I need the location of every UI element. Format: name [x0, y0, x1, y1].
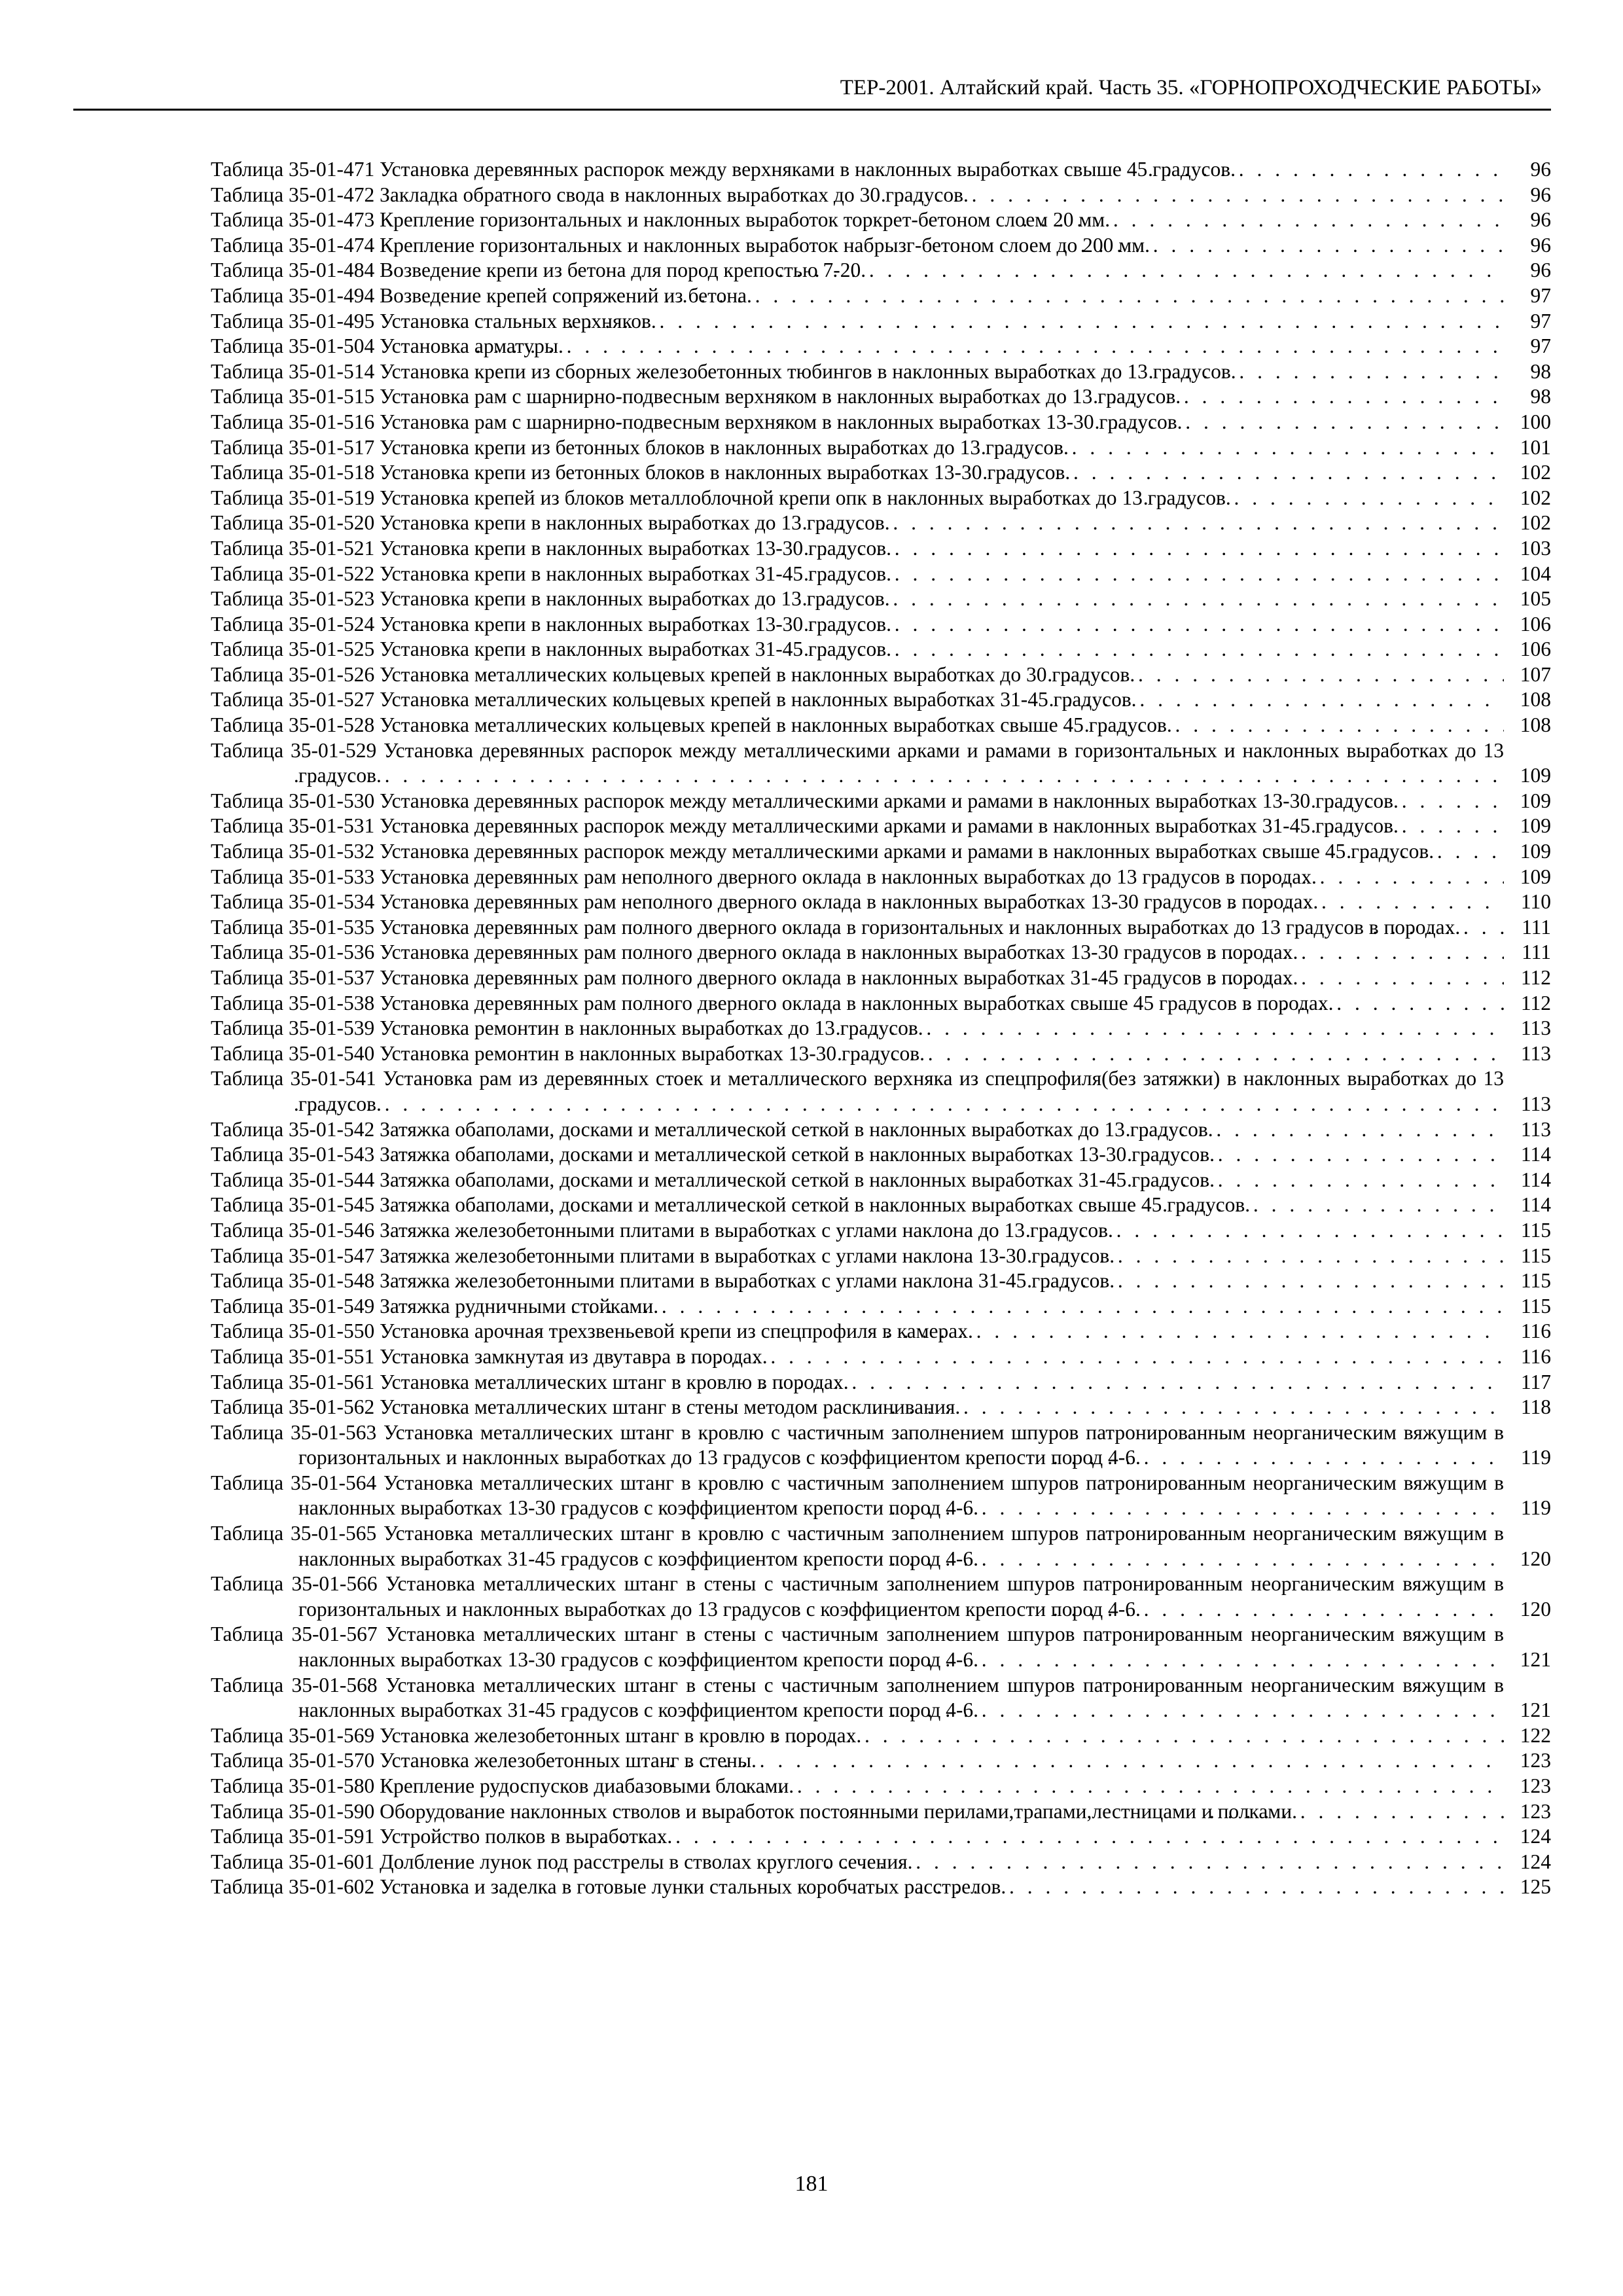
toc-entry-page: 97	[1530, 309, 1551, 332]
toc-entry-page: 108	[1520, 713, 1551, 737]
toc-entry[interactable]	[211, 1294, 1551, 1319]
toc-entry[interactable]	[211, 1193, 1551, 1218]
toc-entry-page: 96	[1530, 259, 1551, 282]
toc-entry-title: Таблица 35-01-533 Установка деревянных рам неполного дверного оклада в наклонных выработках до 13 градусов в породах. . . .	[211, 865, 1504, 890]
toc-entry-page: 115	[1520, 1218, 1551, 1242]
toc-entry-title: Таблица 35-01-544 Затяжка обаполами, досками и металлической сеткой в наклонных выработках 31-45 градусов. . . .	[211, 1168, 1504, 1193]
toc-entry[interactable]	[211, 1824, 1551, 1850]
toc-entry[interactable]	[211, 1370, 1551, 1395]
toc-entry[interactable]	[211, 1850, 1551, 1875]
toc-entry-title: Таблица 35-01-551 Установка замкнутая из двутавра в породах. . . .	[211, 1344, 1504, 1370]
toc-entry[interactable]	[211, 1521, 1551, 1571]
toc-entry-page: 100	[1520, 410, 1551, 433]
toc-entry-page: 123	[1520, 1799, 1551, 1823]
toc-entry[interactable]	[211, 1016, 1551, 1041]
toc-entry-page: 109	[1520, 865, 1551, 888]
toc-entry-title: Таблица 35-01-535 Установка деревянных рам полного дверного оклада в горизонтальных и наклонных выработках до 13 градусов в породах. . . .	[211, 915, 1504, 941]
toc-entry-page: 96	[1530, 158, 1551, 181]
toc-entry-page: 120	[1520, 1597, 1551, 1621]
toc-entry-page: 117	[1520, 1370, 1551, 1393]
toc-entry[interactable]	[211, 637, 1551, 662]
toc-entry[interactable]	[211, 207, 1551, 233]
toc-entry-page: 113	[1520, 1092, 1551, 1115]
toc-entry-page: 105	[1520, 587, 1551, 611]
toc-entry[interactable]	[211, 1066, 1551, 1117]
toc-entry-page: 118	[1520, 1395, 1551, 1419]
toc-entry-title: Таблица 35-01-494 Возведение крепей сопряжений из бетона. . . .	[211, 283, 1504, 309]
toc-entry[interactable]	[211, 1874, 1551, 1900]
toc-entry[interactable]	[211, 1168, 1551, 1193]
toc-entry-title: Таблица 35-01-520 Установка крепи в наклонных выработках до 13 градусов. . . .	[211, 511, 1504, 536]
toc-entry-page: 111	[1522, 915, 1551, 939]
toc-entry-title: Таблица 35-01-523 Установка крепи в наклонных выработках до 13 градусов. . . .	[211, 586, 1504, 612]
table-of-contents	[211, 157, 1551, 1900]
toc-entry[interactable]	[211, 814, 1551, 839]
toc-entry-title: Таблица 35-01-567 Установка металлических штанг в стены с частичным заполнением шпуров патронированным неорганическим вяжущим в наклонных выработках 13-30 градусов с коэффициентом крепости пород 4-6. . . .	[211, 1622, 1504, 1672]
toc-entry-title: Таблица 35-01-532 Установка деревянных распорок между металлическими арками и рамами в наклонных выработках свыше 45 градусов. . . .	[211, 839, 1504, 865]
toc-entry-title: Таблица 35-01-540 Установка ремонтин в наклонных выработках 13-30 градусов. . . .	[211, 1041, 1504, 1067]
toc-entry-title: Таблица 35-01-568 Установка металлических штанг в стены с частичным заполнением шпуров патронированным неорганическим вяжущим в наклонных выработках 31-45 градусов с коэффициентом крепости пород 4-6. . . .	[211, 1673, 1504, 1723]
toc-entry-page: 107	[1520, 662, 1551, 686]
toc-entry-title: Таблица 35-01-590 Оборудование наклонных стволов и выработок постоянными перилами,трапами,лестницами и полками. . . .	[211, 1799, 1504, 1825]
toc-entry-title: Таблица 35-01-472 Закладка обратного свода в наклонных выработках до 30 градусов. . . .	[211, 183, 1504, 208]
toc-entry[interactable]	[211, 1244, 1551, 1269]
toc-entry[interactable]	[211, 384, 1551, 410]
toc-entry-title: Таблица 35-01-542 Затяжка обаполами, досками и металлической сеткой в наклонных выработках до 13 градусов. . . .	[211, 1117, 1504, 1143]
toc-entry[interactable]	[211, 486, 1551, 511]
toc-entry-page: 115	[1520, 1294, 1551, 1318]
toc-entry-title: Таблица 35-01-550 Установка арочная трехзвеньевой крепи из спецпрофиля в камерах. . . .	[211, 1319, 1504, 1344]
toc-entry-page: 121	[1520, 1648, 1551, 1672]
toc-entry-title: Таблица 35-01-566 Установка металлических штанг в стены с частичным заполнением шпуров патронированным неорганическим вяжущим в горизонтальных и наклонных выработках до 13 градусов с коэффициентом крепости пород 4-6. . . .	[211, 1571, 1504, 1622]
toc-entry[interactable]	[211, 435, 1551, 461]
toc-entry-page: 116	[1520, 1344, 1551, 1368]
toc-entry[interactable]	[211, 1117, 1551, 1143]
toc-entry-page: 102	[1520, 461, 1551, 484]
toc-entry[interactable]	[211, 1319, 1551, 1344]
toc-entry-title: Таблица 35-01-531 Установка деревянных распорок между металлическими арками и рамами в наклонных выработках 31-45 градусов. . . .	[211, 814, 1504, 839]
toc-entry-page: 114	[1520, 1143, 1551, 1166]
toc-entry-page: 124	[1520, 1850, 1551, 1873]
toc-entry-page: 98	[1530, 359, 1551, 383]
toc-entry-title: Таблица 35-01-538 Установка деревянных рам полного дверного оклада в наклонных выработках свыше 45 градусов в породах. . . .	[211, 991, 1504, 1016]
toc-entry-title: Таблица 35-01-549 Затяжка рудничными стойками. . . .	[211, 1294, 1504, 1319]
toc-entry-page: 106	[1520, 612, 1551, 636]
toc-entry[interactable]	[211, 1268, 1551, 1294]
toc-entry-title: Таблица 35-01-601 Долбление лунок под расстрелы в стволах круглого сечения. . . .	[211, 1850, 1504, 1875]
toc-entry-page: 115	[1520, 1269, 1551, 1293]
toc-entry[interactable]	[211, 662, 1551, 688]
toc-entry-page: 112	[1520, 991, 1551, 1014]
toc-entry-page: 112	[1520, 966, 1551, 989]
toc-entry[interactable]	[211, 586, 1551, 612]
toc-entry-page: 104	[1520, 562, 1551, 585]
toc-entry-page: 120	[1520, 1547, 1551, 1570]
toc-entry-title: Таблица 35-01-570 Установка железобетонных штанг в стены. . . .	[211, 1748, 1504, 1774]
toc-entry[interactable]	[211, 738, 1551, 789]
toc-entry-title: Таблица 35-01-474 Крепление горизонтальных и наклонных выработок набрызг-бетоном слоем до 200 мм. . . .	[211, 233, 1504, 259]
toc-entry[interactable]	[211, 511, 1551, 536]
toc-entry-page: 121	[1520, 1698, 1551, 1722]
toc-entry[interactable]	[211, 183, 1551, 208]
toc-entry-page: 125	[1520, 1875, 1551, 1899]
toc-entry[interactable]	[211, 157, 1551, 183]
toc-entry[interactable]	[211, 1799, 1551, 1825]
toc-entry[interactable]	[211, 889, 1551, 915]
toc-entry-title: Таблица 35-01-516 Установка рам с шарнирно-подвесным верхняком в наклонных выработках 13-30 градусов. . . .	[211, 410, 1504, 435]
toc-entry[interactable]	[211, 965, 1551, 991]
toc-entry[interactable]	[211, 940, 1551, 965]
toc-entry-page: 109	[1520, 814, 1551, 838]
toc-entry-title: Таблица 35-01-562 Установка металлических штанг в стены методом расклинивания. . . .	[211, 1395, 1504, 1420]
toc-entry-page: 98	[1530, 385, 1551, 408]
toc-entry[interactable]	[211, 1218, 1551, 1244]
toc-entry-page: 103	[1520, 536, 1551, 560]
toc-entry[interactable]	[211, 1723, 1551, 1749]
toc-entry-title: Таблица 35-01-522 Установка крепи в наклонных выработках 31-45 градусов. . . .	[211, 562, 1504, 587]
toc-entry-page: 113	[1520, 1117, 1551, 1141]
toc-entry-title: Таблица 35-01-564 Установка металлических штанг в кровлю с частичным заполнением шпуров патронированным неорганическим вяжущим в наклонных выработках 13-30 градусов с коэффициентом крепости пород 4-6. . . .	[211, 1471, 1504, 1521]
toc-entry[interactable]	[211, 1748, 1551, 1774]
toc-entry-page: 106	[1520, 637, 1551, 661]
toc-entry-page: 124	[1520, 1825, 1551, 1848]
toc-entry[interactable]	[211, 1142, 1551, 1168]
toc-entry-title: Таблица 35-01-504 Установка арматуры. . . .	[211, 334, 1504, 359]
toc-entry-title: Таблица 35-01-517 Установка крепи из бетонных блоков в наклонных выработках до 13 градусов. . . .	[211, 435, 1504, 461]
toc-entry-title: Таблица 35-01-539 Установка ремонтин в наклонных выработках до 13 градусов. . . .	[211, 1016, 1504, 1041]
toc-entry-title: Таблица 35-01-518 Установка крепи из бетонных блоков в наклонных выработках 13-30 градусов. . . .	[211, 460, 1504, 486]
toc-entry-title: Таблица 35-01-495 Установка стальных верхняков. . . .	[211, 309, 1504, 334]
toc-entry-title: Таблица 35-01-515 Установка рам с шарнирно-подвесным верхняком в наклонных выработках до 13 градусов. . . .	[211, 384, 1504, 410]
toc-entry-title: Таблица 35-01-569 Установка железобетонных штанг в кровлю в породах. . . .	[211, 1723, 1504, 1749]
toc-entry-page: 97	[1530, 334, 1551, 358]
toc-entry[interactable]	[211, 915, 1551, 941]
running-header	[73, 73, 1551, 111]
toc-entry-title: Таблица 35-01-591 Устройство полков в выработках. . . .	[211, 1824, 1504, 1850]
toc-entry[interactable]	[211, 1673, 1551, 1723]
toc-entry[interactable]	[211, 334, 1551, 359]
toc-entry-page: 115	[1520, 1244, 1551, 1267]
toc-entry[interactable]	[211, 612, 1551, 637]
toc-entry-page: 109	[1520, 789, 1551, 812]
toc-entry-page: 102	[1520, 511, 1551, 535]
toc-entry-page: 113	[1520, 1016, 1551, 1040]
toc-entry[interactable]	[211, 562, 1551, 587]
toc-entry-title: Таблица 35-01-563 Установка металлических штанг в кровлю с частичным заполнением шпуров патронированным неорганическим вяжущим в горизонтальных и наклонных выработках до 13 градусов с коэффициентом крепости пород 4-6. . . .	[211, 1420, 1504, 1471]
toc-entry-title: Таблица 35-01-543 Затяжка обаполами, досками и металлической сеткой в наклонных выработках 13-30 градусов. . . .	[211, 1142, 1504, 1168]
toc-entry-page: 109	[1520, 840, 1551, 863]
toc-entry[interactable]	[211, 460, 1551, 486]
toc-entry-page: 108	[1520, 688, 1551, 711]
toc-entry-title: Таблица 35-01-565 Установка металлических штанг в кровлю с частичным заполнением шпуров патронированным неорганическим вяжущим в наклонных выработках 31-45 градусов с коэффициентом крепости пород 4-6. . . .	[211, 1521, 1504, 1571]
toc-entry[interactable]	[211, 839, 1551, 865]
toc-entry-page: 113	[1520, 1041, 1551, 1065]
toc-entry[interactable]	[211, 359, 1551, 385]
toc-entry-title: Таблица 35-01-536 Установка деревянных рам полного дверного оклада в наклонных выработках 13-30 градусов в породах. . . .	[211, 940, 1504, 965]
toc-entry[interactable]	[211, 1571, 1551, 1622]
toc-entry-title: Таблица 35-01-534 Установка деревянных рам неполного дверного оклада в наклонных выработках 13-30 градусов в породах. . . .	[211, 889, 1504, 915]
toc-entry-page: 114	[1520, 1168, 1551, 1191]
toc-entry-page: 97	[1530, 283, 1551, 307]
toc-entry-title: Таблица 35-01-525 Установка крепи в наклонных выработках 31-45 градусов. . . .	[211, 637, 1504, 662]
toc-entry-page: 109	[1520, 764, 1551, 787]
toc-entry-page: 119	[1520, 1446, 1551, 1469]
toc-entry-title: Таблица 35-01-545 Затяжка обаполами, досками и металлической сеткой в наклонных выработках свыше 45 градусов. . . .	[211, 1193, 1504, 1218]
page-number: 181	[794, 2172, 829, 2196]
toc-entry-page: 123	[1520, 1774, 1551, 1797]
toc-entry[interactable]	[211, 687, 1551, 713]
toc-entry-title: Таблица 35-01-537 Установка деревянных рам полного дверного оклада в наклонных выработках 31-45 градусов в породах. . . .	[211, 965, 1504, 991]
toc-entry-page: 96	[1530, 233, 1551, 257]
toc-entry-page: 96	[1530, 183, 1551, 206]
toc-entry-title: Таблица 35-01-580 Крепление рудоспусков диабазовыми блоками. . . .	[211, 1774, 1504, 1799]
toc-entry[interactable]	[211, 410, 1551, 435]
toc-entry-title: Таблица 35-01-514 Установка крепи из сборных железобетонных тюбингов в наклонных выработках до 13 градусов. . . .	[211, 359, 1504, 385]
toc-entry-title: Таблица 35-01-521 Установка крепи в наклонных выработках 13-30 градусов. . . .	[211, 536, 1504, 562]
toc-entry-title: Таблица 35-01-529 Установка деревянных распорок между металлическими арками и рамами в горизонтальных и наклонных выработках до 13 градусов. . . .	[211, 738, 1504, 789]
toc-entry-title: Таблица 35-01-561 Установка металлических штанг в кровлю в породах. . . .	[211, 1370, 1504, 1395]
toc-entry-page: 96	[1530, 208, 1551, 232]
toc-entry-title: Таблица 35-01-602 Установка и заделка в готовые лунки стальных коробчатых расстрелов. . . .	[211, 1874, 1504, 1900]
toc-entry[interactable]	[211, 1420, 1551, 1471]
toc-entry-page: 123	[1520, 1749, 1551, 1772]
toc-entry-page: 114	[1520, 1193, 1551, 1217]
toc-entry-title: Таблица 35-01-546 Затяжка железобетонными плитами в выработках с углами наклона до 13 градусов. . . .	[211, 1218, 1504, 1244]
toc-entry[interactable]	[211, 283, 1551, 309]
toc-entry-title: Таблица 35-01-528 Установка металлических кольцевых крепей в наклонных выработках свыше 45 градусов. . . .	[211, 713, 1504, 738]
toc-entry[interactable]	[211, 713, 1551, 738]
toc-entry[interactable]	[211, 1041, 1551, 1067]
toc-entry-page: 110	[1520, 890, 1551, 914]
toc-entry-page: 111	[1522, 941, 1551, 964]
toc-entry[interactable]	[211, 789, 1551, 814]
toc-entry-title: Таблица 35-01-484 Возведение крепи из бетона для пород крепостью 7-20. . . .	[211, 258, 1504, 283]
toc-entry[interactable]	[211, 991, 1551, 1016]
toc-entry[interactable]	[211, 865, 1551, 890]
toc-entry[interactable]	[211, 233, 1551, 259]
toc-entry[interactable]	[211, 536, 1551, 562]
toc-entry-page: 101	[1520, 435, 1551, 459]
toc-entry-title: Таблица 35-01-541 Установка рам из деревянных стоек и металлического верхняка из спецпрофиля(без затяжки) в наклонных выработках до 13 градусов. . . .	[211, 1066, 1504, 1117]
toc-entry-title: Таблица 35-01-530 Установка деревянных распорок между металлическими арками и рамами в наклонных выработках 13-30 градусов. . . .	[211, 789, 1504, 814]
toc-entry[interactable]	[211, 1622, 1551, 1672]
toc-entry-page: 119	[1520, 1496, 1551, 1520]
toc-entry[interactable]	[211, 1471, 1551, 1521]
toc-entry-title: Таблица 35-01-519 Установка крепей из блоков металлоблочной крепи опк в наклонных выработках до 13 градусов. . . .	[211, 486, 1504, 511]
toc-entry-title: Таблица 35-01-548 Затяжка железобетонными плитами в выработках с углами наклона 31-45 градусов. . . .	[211, 1268, 1504, 1294]
toc-entry-page: 122	[1520, 1723, 1551, 1747]
toc-entry[interactable]	[211, 1395, 1551, 1420]
toc-entry[interactable]	[211, 1774, 1551, 1799]
toc-entry-title: Таблица 35-01-547 Затяжка железобетонными плитами в выработках с углами наклона 13-30 градусов. . . .	[211, 1244, 1504, 1269]
header-title: ТЕР-2001. Алтайский край. Часть 35. «ГОРНОПРОХОДЧЕСКИЕ РАБОТЫ»	[840, 76, 1542, 99]
toc-entry[interactable]	[211, 309, 1551, 334]
toc-entry[interactable]	[211, 258, 1551, 283]
toc-entry-title: Таблица 35-01-524 Установка крепи в наклонных выработках 13-30 градусов. . . .	[211, 612, 1504, 637]
toc-entry[interactable]	[211, 1344, 1551, 1370]
toc-entry-page: 116	[1520, 1319, 1551, 1343]
toc-entry-title: Таблица 35-01-526 Установка металлических кольцевых крепей в наклонных выработках до 30 градусов. . . .	[211, 662, 1504, 688]
toc-entry-page: 102	[1520, 486, 1551, 509]
toc-entry-title: Таблица 35-01-473 Крепление горизонтальных и наклонных выработок торкрет-бетоном слоем 20 мм. . . .	[211, 207, 1504, 233]
toc-entry-title: Таблица 35-01-527 Установка металлических кольцевых крепей в наклонных выработках 31-45 градусов. . . .	[211, 687, 1504, 713]
toc-entry-title: Таблица 35-01-471 Установка деревянных распорок между верхняками в наклонных выработках свыше 45 градусов. . . .	[211, 157, 1504, 183]
